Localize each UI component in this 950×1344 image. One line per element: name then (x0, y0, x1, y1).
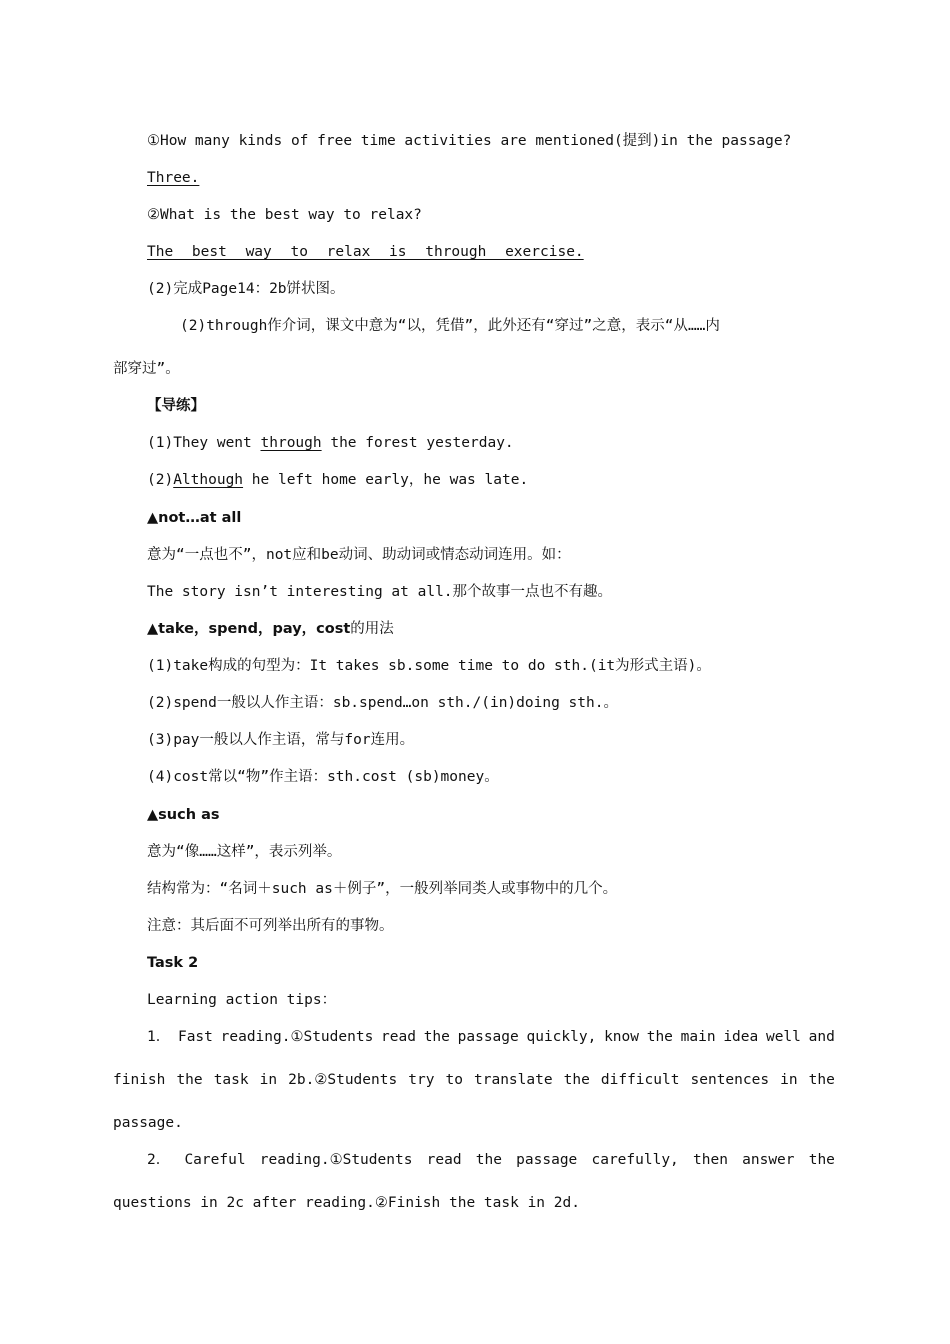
exercise-1 (147, 433, 514, 453)
word: idea (723, 1029, 759, 1045)
guide-practice-heading: 【导练】 (147, 398, 205, 414)
word: difficult (600, 1072, 680, 1088)
tip-2-line-1 (147, 1150, 835, 1170)
tip-1-line-2 (113, 1070, 835, 1090)
word: the (646, 1029, 673, 1045)
word: the (808, 1072, 835, 1088)
answer-1: Three. (147, 170, 200, 186)
word: know (604, 1029, 639, 1045)
word: then (693, 1152, 728, 1168)
question-1: ①How many kinds of free time activities are mentioned(提到)in the passage? (147, 133, 792, 149)
word: reading.①Students (220, 1029, 374, 1045)
word: to (445, 1072, 463, 1088)
word: finish (113, 1072, 166, 1088)
word: carefully, (591, 1152, 679, 1168)
exercise-1-suffix: the forest yesterday. (321, 435, 514, 451)
tip-1-line-1 (147, 1027, 835, 1047)
exercise-2-answer: Although (173, 472, 244, 488)
word: in (259, 1072, 278, 1088)
learning-tips-label: Learning action tips： (147, 992, 337, 1008)
word: passage (457, 1029, 519, 1045)
word: main (680, 1029, 716, 1045)
through-note-line-2: 部穿过”。 (113, 361, 180, 377)
word: the (475, 1152, 502, 1168)
usage-spend: (2)spend一般以人作主语：sb.spend…on sth./(in)doing sth.。 (147, 695, 618, 711)
usage-heading-tail: 的用法 (350, 621, 394, 637)
word: in (780, 1072, 798, 1088)
word: reading.①Students (259, 1152, 413, 1168)
word: read (426, 1152, 462, 1168)
exercise-2-suffix: he left home early，he was late. (243, 472, 529, 488)
not-at-all-example: The story isn’t interesting at all.那个故事一点也不有趣。 (147, 584, 613, 600)
word: the (423, 1029, 450, 1045)
answer-2: The best way to relax is through exercise. (147, 244, 584, 260)
exercise-2-prefix: (2) (147, 472, 174, 488)
usage-pay: (3)pay一般以人作主语，常与for连用。 (147, 732, 415, 748)
exercise-1-prefix: (1)They went (147, 435, 261, 451)
word: and (808, 1029, 835, 1045)
task-2-heading: Task 2 (147, 955, 199, 971)
word: quickly, (526, 1029, 597, 1045)
exercise-1-answer: through (260, 435, 322, 451)
word: task (213, 1072, 249, 1088)
usage-cost: (4)cost常以“物”作主语：sth.cost (sb)money。 (147, 769, 499, 785)
word: the (176, 1072, 203, 1088)
word: sentences (690, 1072, 770, 1088)
word: the (808, 1152, 835, 1168)
not-at-all-heading: ▲not…at all (147, 510, 242, 526)
usage-heading-verbs: ▲take，spend，pay，cost (147, 621, 351, 637)
usage-take: (1)take构成的句型为：It takes sb.some time to do sth.(it为形式主语)。 (147, 658, 711, 674)
word: Fast (177, 1029, 213, 1045)
such-as-structure: 结构常为：“名词＋such as＋例子”，一般列举同类人或事物中的几个。 (147, 881, 618, 897)
word: 1． (147, 1029, 171, 1045)
word: 2． (147, 1152, 171, 1168)
word: Careful (184, 1152, 246, 1168)
tip-1-line-3: passage. (113, 1115, 183, 1131)
task-2b-line: (2)完成Page14：2b饼状图。 (147, 281, 345, 297)
word: answer (742, 1152, 795, 1168)
word: try (408, 1072, 435, 1088)
question-2: ②What is the best way to relax? (147, 207, 422, 223)
such-as-heading: ▲such as (147, 807, 220, 823)
such-as-note: 注意：其后面不可列举出所有的事物。 (147, 918, 394, 934)
tip-2-line-2: questions in 2c after reading.②Finish the task in 2d. (113, 1195, 580, 1211)
through-note-line-1: (2)through作介词，课文中意为“以，凭借”，此外还有“穿过”之意，表示“从……内 (180, 318, 720, 334)
exercise-2 (147, 470, 528, 490)
word: translate (474, 1072, 553, 1088)
word: passage (516, 1152, 578, 1168)
usage-heading (147, 619, 394, 639)
word: read (381, 1029, 416, 1045)
word: 2b.②Students (288, 1072, 398, 1088)
such-as-meaning: 意为“像……这样”，表示列举。 (147, 844, 342, 860)
word: the (563, 1072, 590, 1088)
not-at-all-meaning: 意为“一点也不”，not应和be动词、助动词或情态动词连用。如： (147, 547, 571, 563)
word: well (765, 1029, 801, 1045)
